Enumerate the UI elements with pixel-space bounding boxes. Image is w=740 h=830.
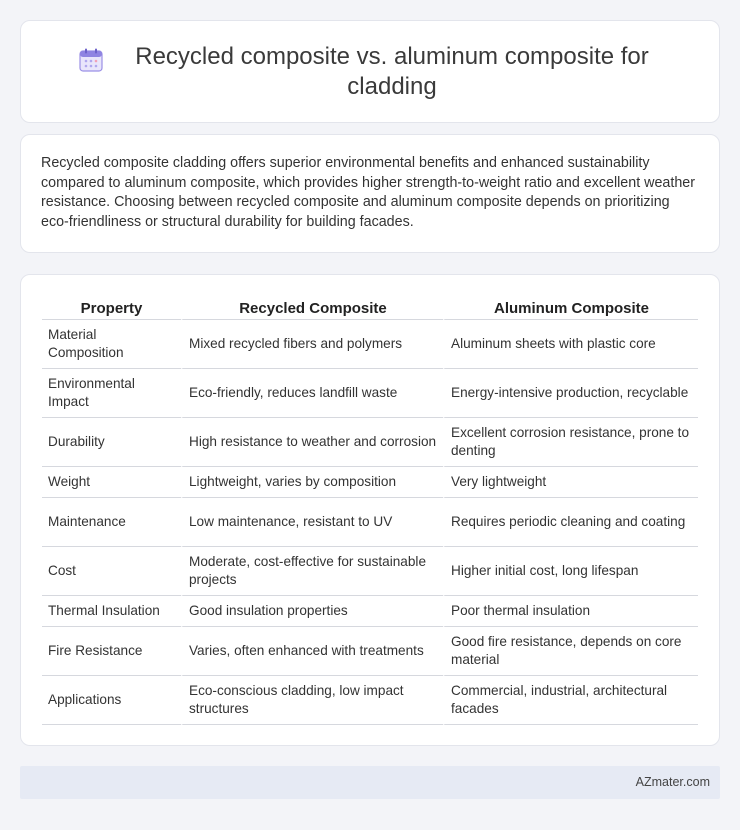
- aluminum-cell: Commercial, industrial, architectural facades: [443, 676, 698, 725]
- table-row: [42, 467, 698, 498]
- aluminum-cell: Energy-intensive production, recyclable: [443, 369, 698, 418]
- aluminum-cell: Higher initial cost, long lifespan: [443, 547, 698, 596]
- recycled-cell: Eco-conscious cladding, low impact structures: [181, 676, 443, 725]
- recycled-cell: High resistance to weather and corrosion: [181, 418, 443, 467]
- property-cell: Thermal Insulation: [42, 596, 181, 627]
- property-cell: Durability: [42, 418, 181, 467]
- property-cell: Fire Resistance: [42, 627, 181, 676]
- table-row: [42, 627, 698, 676]
- property-cell: Applications: [42, 676, 181, 725]
- property-cell: Maintenance: [42, 498, 181, 547]
- property-cell: Environmental Impact: [42, 369, 181, 418]
- property-cell: Cost: [42, 547, 181, 596]
- title-card: [20, 20, 720, 123]
- table-header-row: [42, 296, 698, 320]
- column-header-recycled: Recycled Composite: [181, 296, 443, 320]
- footer-brand[interactable]: AZmater.com: [635, 775, 710, 789]
- summary-card: [20, 134, 720, 253]
- recycled-cell: Varies, often enhanced with treatments: [181, 627, 443, 676]
- recycled-cell: Eco-friendly, reduces landfill waste: [181, 369, 443, 418]
- table-row: [42, 418, 698, 467]
- table-row: [42, 320, 698, 369]
- column-header-aluminum: Aluminum Composite: [443, 296, 698, 320]
- table-row: [42, 498, 698, 547]
- summary-text: Recycled composite cladding offers superior environmental benefits and enhanced sustainability compared to aluminum composite, which provides higher strength-to-weight ratio and excellent weather resistance. Choosing between recycled composite and aluminum composite depends on prioritizing eco-friendliness or structural durability for building facades.: [41, 155, 696, 230]
- property-cell: Material Composition: [42, 320, 181, 369]
- aluminum-cell: Very lightweight: [443, 467, 698, 498]
- table-row: [42, 369, 698, 418]
- column-header-property: Property: [42, 296, 181, 320]
- title-wrap: [70, 42, 670, 102]
- table-row: [42, 676, 698, 725]
- aluminum-cell: Aluminum sheets with plastic core: [443, 320, 698, 369]
- aluminum-cell: Poor thermal insulation: [443, 596, 698, 627]
- comparison-table: [42, 296, 698, 725]
- calendar-icon: [78, 47, 104, 73]
- page-title: Recycled composite vs. aluminum composite for cladding: [135, 42, 649, 100]
- recycled-cell: Low maintenance, resistant to UV: [181, 498, 443, 547]
- aluminum-cell: Excellent corrosion resistance, prone to denting: [443, 418, 698, 467]
- property-cell: Weight: [42, 467, 181, 498]
- recycled-cell: Moderate, cost-effective for sustainable projects: [181, 547, 443, 596]
- table-row: [42, 596, 698, 627]
- table-row: [42, 547, 698, 596]
- recycled-cell: Good insulation properties: [181, 596, 443, 627]
- aluminum-cell: Good fire resistance, depends on core material: [443, 627, 698, 676]
- recycled-cell: Mixed recycled fibers and polymers: [181, 320, 443, 369]
- aluminum-cell: Requires periodic cleaning and coating: [443, 498, 698, 547]
- comparison-table-card: [20, 274, 720, 746]
- recycled-cell: Lightweight, varies by composition: [181, 467, 443, 498]
- footer-bar: [20, 766, 720, 799]
